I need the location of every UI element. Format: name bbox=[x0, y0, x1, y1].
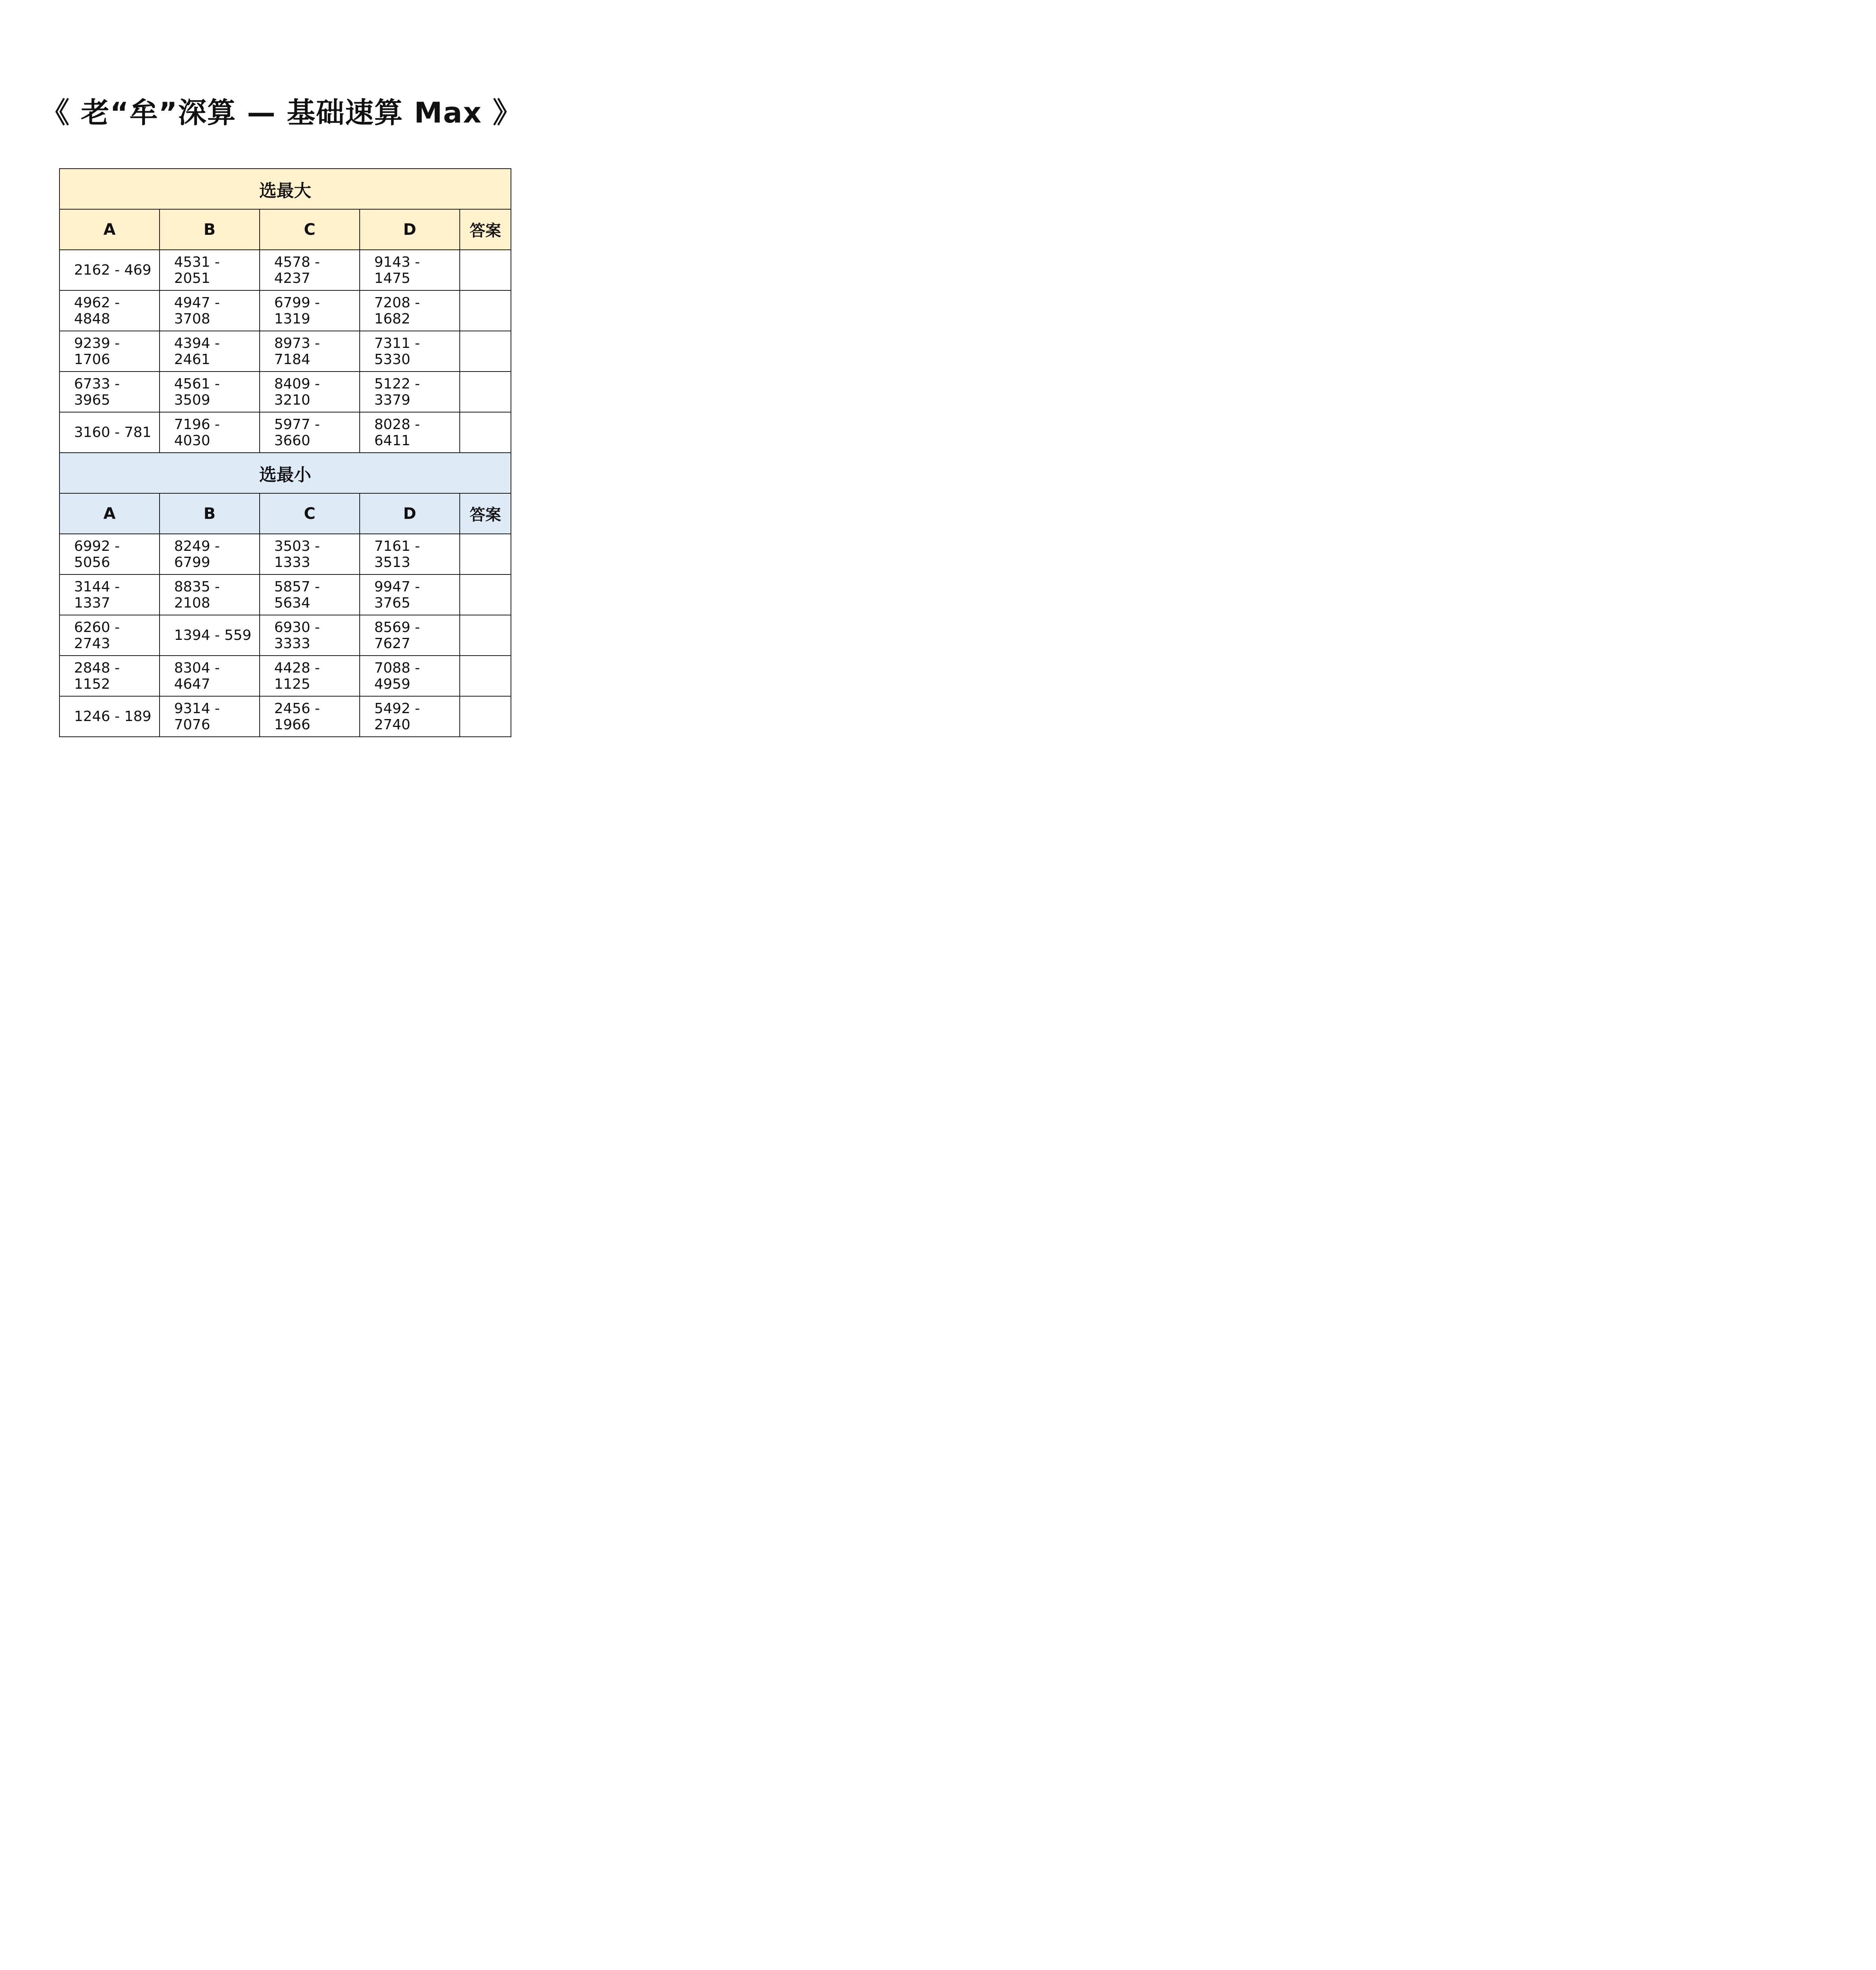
option-b: 8835 - 2108 bbox=[160, 574, 260, 615]
option-b: 9314 - 7076 bbox=[160, 696, 260, 737]
option-b: 7196 - 4030 bbox=[160, 412, 260, 453]
column-header-b: B bbox=[160, 209, 260, 250]
option-b: 8249 - 6799 bbox=[160, 534, 260, 574]
option-d: 9947 - 3765 bbox=[360, 574, 460, 615]
section-heading-max: 选最大 bbox=[59, 169, 511, 209]
option-c: 8409 - 3210 bbox=[260, 372, 360, 412]
answer-box[interactable] bbox=[460, 372, 511, 412]
option-c: 6930 - 3333 bbox=[260, 615, 360, 656]
answer-box[interactable] bbox=[460, 574, 511, 615]
question-row bbox=[59, 250, 511, 290]
option-c: 4578 - 4237 bbox=[260, 250, 360, 290]
answer-box[interactable] bbox=[460, 250, 511, 290]
option-c: 4428 - 1125 bbox=[260, 656, 360, 696]
option-b: 8304 - 4647 bbox=[160, 656, 260, 696]
option-a: 3144 - 1337 bbox=[59, 574, 160, 615]
option-d: 5492 - 2740 bbox=[360, 696, 460, 737]
question-row bbox=[59, 372, 511, 412]
question-row bbox=[59, 412, 511, 453]
option-c: 5977 - 3660 bbox=[260, 412, 360, 453]
worksheet-table bbox=[59, 168, 511, 737]
option-a: 6733 - 3965 bbox=[59, 372, 160, 412]
option-c: 8973 - 7184 bbox=[260, 331, 360, 372]
worksheet-table-wrapper bbox=[59, 168, 511, 737]
question-row bbox=[59, 656, 511, 696]
question-row bbox=[59, 696, 511, 737]
option-a: 2162 - 469 bbox=[59, 250, 160, 290]
column-header-c: C bbox=[260, 209, 360, 250]
option-d: 9143 - 1475 bbox=[360, 250, 460, 290]
option-a: 6992 - 5056 bbox=[59, 534, 160, 574]
column-header-a: A bbox=[59, 209, 160, 250]
question-row bbox=[59, 290, 511, 331]
option-d: 7208 - 1682 bbox=[360, 290, 460, 331]
question-row bbox=[59, 574, 511, 615]
column-header-d: D bbox=[360, 493, 460, 534]
option-b: 4561 - 3509 bbox=[160, 372, 260, 412]
option-c: 3503 - 1333 bbox=[260, 534, 360, 574]
answer-box[interactable] bbox=[460, 615, 511, 656]
option-d: 8569 - 7627 bbox=[360, 615, 460, 656]
page-title: 《 老“牟”深算 — 基础速算 Max 》 bbox=[41, 96, 522, 129]
column-header-row bbox=[59, 209, 511, 250]
option-a: 9239 - 1706 bbox=[59, 331, 160, 372]
section-heading-min: 选最小 bbox=[59, 453, 511, 493]
column-header-answer: 答案 bbox=[460, 493, 511, 534]
column-header-answer: 答案 bbox=[460, 209, 511, 250]
question-row bbox=[59, 534, 511, 574]
option-d: 7088 - 4959 bbox=[360, 656, 460, 696]
question-row bbox=[59, 615, 511, 656]
option-c: 2456 - 1966 bbox=[260, 696, 360, 737]
option-d: 8028 - 6411 bbox=[360, 412, 460, 453]
column-header-a: A bbox=[59, 493, 160, 534]
option-a: 6260 - 2743 bbox=[59, 615, 160, 656]
answer-box[interactable] bbox=[460, 290, 511, 331]
column-header-c: C bbox=[260, 493, 360, 534]
section-heading-row bbox=[59, 453, 511, 493]
column-header-b: B bbox=[160, 493, 260, 534]
answer-box[interactable] bbox=[460, 656, 511, 696]
option-a: 4962 - 4848 bbox=[59, 290, 160, 331]
option-b: 4394 - 2461 bbox=[160, 331, 260, 372]
option-d: 7311 - 5330 bbox=[360, 331, 460, 372]
option-a: 1246 - 189 bbox=[59, 696, 160, 737]
section-heading-row bbox=[59, 169, 511, 209]
option-b: 4531 - 2051 bbox=[160, 250, 260, 290]
option-b: 1394 - 559 bbox=[160, 615, 260, 656]
answer-box[interactable] bbox=[460, 534, 511, 574]
option-a: 2848 - 1152 bbox=[59, 656, 160, 696]
answer-box[interactable] bbox=[460, 696, 511, 737]
answer-box[interactable] bbox=[460, 412, 511, 453]
option-c: 5857 - 5634 bbox=[260, 574, 360, 615]
column-header-row bbox=[59, 493, 511, 534]
question-row bbox=[59, 331, 511, 372]
option-c: 6799 - 1319 bbox=[260, 290, 360, 331]
option-b: 4947 - 3708 bbox=[160, 290, 260, 331]
column-header-d: D bbox=[360, 209, 460, 250]
option-a: 3160 - 781 bbox=[59, 412, 160, 453]
answer-box[interactable] bbox=[460, 331, 511, 372]
option-d: 7161 - 3513 bbox=[360, 534, 460, 574]
option-d: 5122 - 3379 bbox=[360, 372, 460, 412]
